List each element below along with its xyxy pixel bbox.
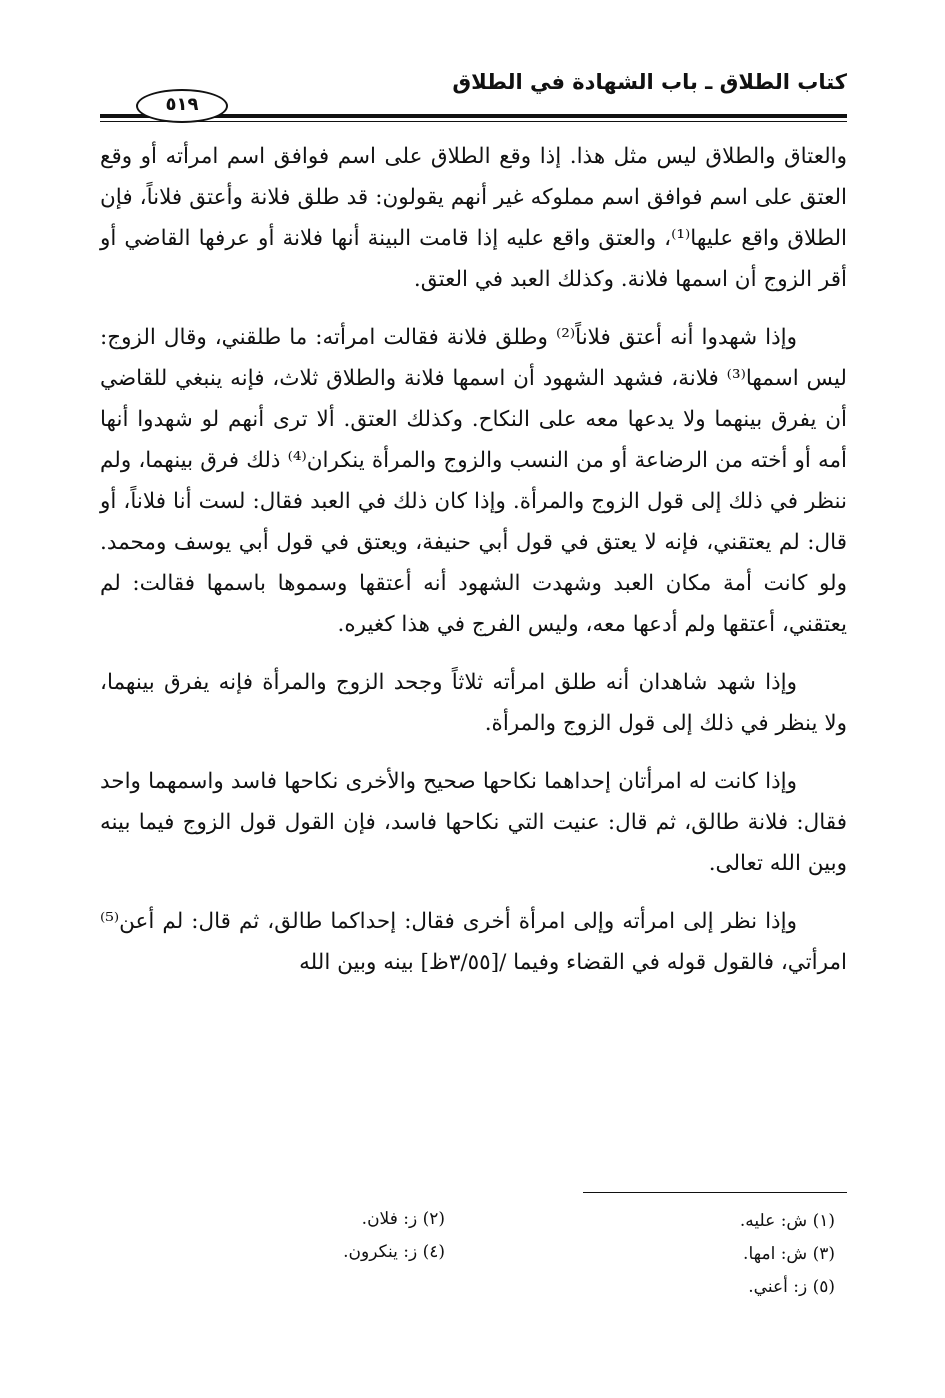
- header-rule-thin: [100, 121, 847, 122]
- paragraph: [100, 136, 847, 300]
- running-title: كتاب الطلاق ـ باب الشهادة في الطلاق: [452, 70, 847, 94]
- footnote-rule: [583, 1192, 847, 1193]
- page-number-oval: [136, 89, 228, 123]
- main-text: [100, 136, 847, 983]
- footnotes-left-column: [145, 1203, 445, 1269]
- paragraph-text: وإذا شهدوا أنه أعتق فلاناً⁽²⁾ وطلق فلانة فقالت امرأته: ما طلقني، وقال الزوج: ليس اسمها⁽³⁾ فلانة، فشهد الشهود أن اسمها فلانة والطلاق ثلاث، فإنه ينبغي للقاضي أن يفرق بينهما ولا يدعها معه على النكاح. وكذلك العتق. ألا ترى أنهم لو شهدوا أنها أمه أو أخته من الرضاعة أو من النسب والزوج والمرأة ينكران⁽⁴⁾ ذلك فرق بينهما، ولم ننظر في ذلك إلى قول الزوج والمرأة. وإذا كان ذلك في العبد فقال: لست أنا فلاناً، أو قال: لم يعتقني، فإنه لا يعتق في قول أبي حنيفة، ويعتق في قول أبي يوسف ومحمد. ولو كانت أمة مكان العبد وشهدت الشهود أنه أعتقها وسموها باسمها فقالت: لم يعتقني، أعتقها ولم أدعها معه، وليس الفرج في هذا كغيره.: [100, 325, 848, 637]
- footnote-4: (٤) ز: ينكرون.: [343, 1242, 445, 1262]
- paragraph-text: والعتاق والطلاق ليس مثل هذا. إذا وقع الطلاق على اسم فوافق اسم امرأته أو وقع العتق على اسم فوافق اسم مملوكه غير أنهم يقولون: قد طلق فلانة وأعتق فلاناً، فإن الطلاق واقع عليها⁽¹⁾، والعتق واقع عليه إذا قامت البينة أنها فلانة أو عرفها القاضي أو أقر الزوج أن اسمها فلانة. وكذلك العبد في العتق.: [100, 144, 848, 292]
- footnote-5: (٥) ز: أعني.: [748, 1277, 835, 1297]
- footnote-2: (٢) ز: فلان.: [361, 1209, 445, 1229]
- paragraph: [100, 761, 847, 884]
- paragraph-text: وإذا كانت له امرأتان إحداهما نكاحها صحيح والأخرى نكاحها فاسد واسمهما واحد فقال: فلانة طالق، ثم قال: عنيت التي نكاحها فاسد، فإن القول قول الزوج فيما بينه وبين الله تعالى.: [100, 769, 847, 876]
- footnote-3: (٣) ش: امها.: [743, 1244, 835, 1264]
- footnote-1: (١) ش: عليه.: [739, 1211, 835, 1231]
- footnotes-right-column: [535, 1205, 835, 1304]
- page-number: ٥١٩: [165, 94, 199, 115]
- paragraph: [100, 317, 847, 645]
- paragraph: [100, 901, 847, 983]
- paragraph-text: وإذا نظر إلى امرأته وإلى امرأة أخرى فقال: إحداكما طالق، ثم قال: لم أعن⁽⁵⁾ امرأتي، فالقول قوله في القضاء وفيما /[٣/٥٥ظ] بينه وبين الله: [100, 909, 847, 975]
- paragraph-text: وإذا شهد شاهدان أنه طلق امرأته ثلاثاً وجحد الزوج والمرأة فإنه يفرق بينهما، ولا ينظر في ذلك إلى قول الزوج والمرأة.: [100, 670, 847, 736]
- paragraph: [100, 662, 847, 744]
